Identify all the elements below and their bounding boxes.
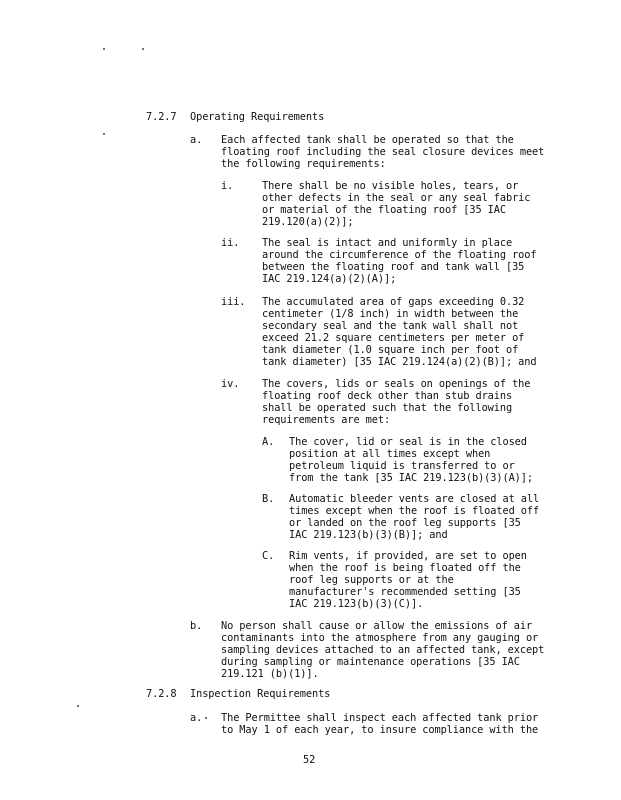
paragraph-line: The Permittee shall inspect each affected tank prior xyxy=(221,712,539,724)
paragraph-line: petroleum liquid is transferred to or xyxy=(289,460,515,472)
paragraph-line: around the circumference of the floating roof xyxy=(262,249,537,261)
paragraph-line: roof leg supports or at the xyxy=(289,574,454,586)
paragraph-line: exceed 21.2 square centimeters per meter of xyxy=(262,332,525,344)
paragraph-line: Automatic bleeder vents are closed at all xyxy=(289,493,540,505)
paragraph-line: IAC 219.124(a)(2)(A)]; xyxy=(262,273,397,285)
section-number: 7.2.7 xyxy=(146,111,177,123)
item-marker: b. xyxy=(190,620,203,632)
item-marker: i. xyxy=(221,180,234,192)
scan-speck xyxy=(205,717,207,719)
section-number: 7.2.8 xyxy=(146,688,177,700)
paragraph-line: There shall be no visible holes, tears, or xyxy=(262,180,519,192)
paragraph-line: position at all times except when xyxy=(289,448,491,460)
item-marker: A. xyxy=(262,436,275,448)
section-title: Inspection Requirements xyxy=(190,688,331,700)
paragraph-line: floating roof deck other than stub drains xyxy=(262,390,513,402)
paragraph-line: IAC 219.123(b)(3)(C)]. xyxy=(289,598,424,610)
item-marker: B. xyxy=(262,493,275,505)
paragraph-line: tank diameter (1.0 square inch per foot of xyxy=(262,344,519,356)
paragraph-line: or landed on the roof leg supports [35 xyxy=(289,517,521,529)
item-marker: C. xyxy=(262,550,275,562)
paragraph-line: floating roof including the seal closure devices meet xyxy=(221,146,545,158)
paragraph-line: sampling devices attached to an affected tank, except xyxy=(221,644,545,656)
paragraph-line: tank diameter) [35 IAC 219.124(a)(2)(B)]; and xyxy=(262,356,537,368)
paragraph-line: The seal is intact and uniformly in place xyxy=(262,237,513,249)
paragraph-line: shall be operated such that the following xyxy=(262,402,513,414)
item-marker: iv. xyxy=(221,378,240,390)
section-title: Operating Requirements xyxy=(190,111,325,123)
scan-speck xyxy=(103,133,105,135)
paragraph-line: No person shall cause or allow the emissions of air xyxy=(221,620,533,632)
item-marker: a. xyxy=(190,134,203,146)
paragraph-line: The covers, lids or seals on openings of the xyxy=(262,378,531,390)
paragraph-line: from the tank [35 IAC 219.123(b)(3)(A)]; xyxy=(289,472,533,484)
page-number: 52 xyxy=(303,754,316,766)
paragraph-line: Each affected tank shall be operated so that the xyxy=(221,134,514,146)
paragraph-line: times except when the roof is floated off xyxy=(289,505,540,517)
paragraph-line: secondary seal and the tank wall shall not xyxy=(262,320,519,332)
item-marker: iii. xyxy=(221,296,246,308)
paragraph-line: to May 1 of each year, to insure compliance with the xyxy=(221,724,539,736)
item-marker: a. xyxy=(190,712,203,724)
scan-speck xyxy=(77,705,79,707)
paragraph-line: The cover, lid or seal is in the closed xyxy=(289,436,527,448)
paragraph-line: 219.120(a)(2)]; xyxy=(262,216,354,228)
paragraph-line: the following requirements: xyxy=(221,158,386,170)
paragraph-line: manufacturer's recommended setting [35 xyxy=(289,586,521,598)
paragraph-line: Rim vents, if provided, are set to open xyxy=(289,550,527,562)
paragraph-line: when the roof is being floated off the xyxy=(289,562,521,574)
paragraph-line: 219.121 (b)(1)]. xyxy=(221,668,319,680)
paragraph-line: contaminants into the atmosphere from any gauging or xyxy=(221,632,539,644)
paragraph-line: centimeter (1/8 inch) in width between the xyxy=(262,308,519,320)
paragraph-line: The accumulated area of gaps exceeding 0.32 xyxy=(262,296,525,308)
paragraph-line: other defects in the seal or any seal fabric xyxy=(262,192,531,204)
paragraph-line: during sampling or maintenance operations [35 IAC xyxy=(221,656,520,668)
paragraph-line: or material of the floating roof [35 IAC xyxy=(262,204,506,216)
paragraph-line: requirements are met: xyxy=(262,414,391,426)
paragraph-line: IAC 219.123(b)(3)(B)]; and xyxy=(289,529,448,541)
scan-speck xyxy=(103,48,105,50)
paragraph-line: between the floating roof and tank wall [35 xyxy=(262,261,525,273)
item-marker: ii. xyxy=(221,237,240,249)
scan-speck xyxy=(142,48,144,50)
